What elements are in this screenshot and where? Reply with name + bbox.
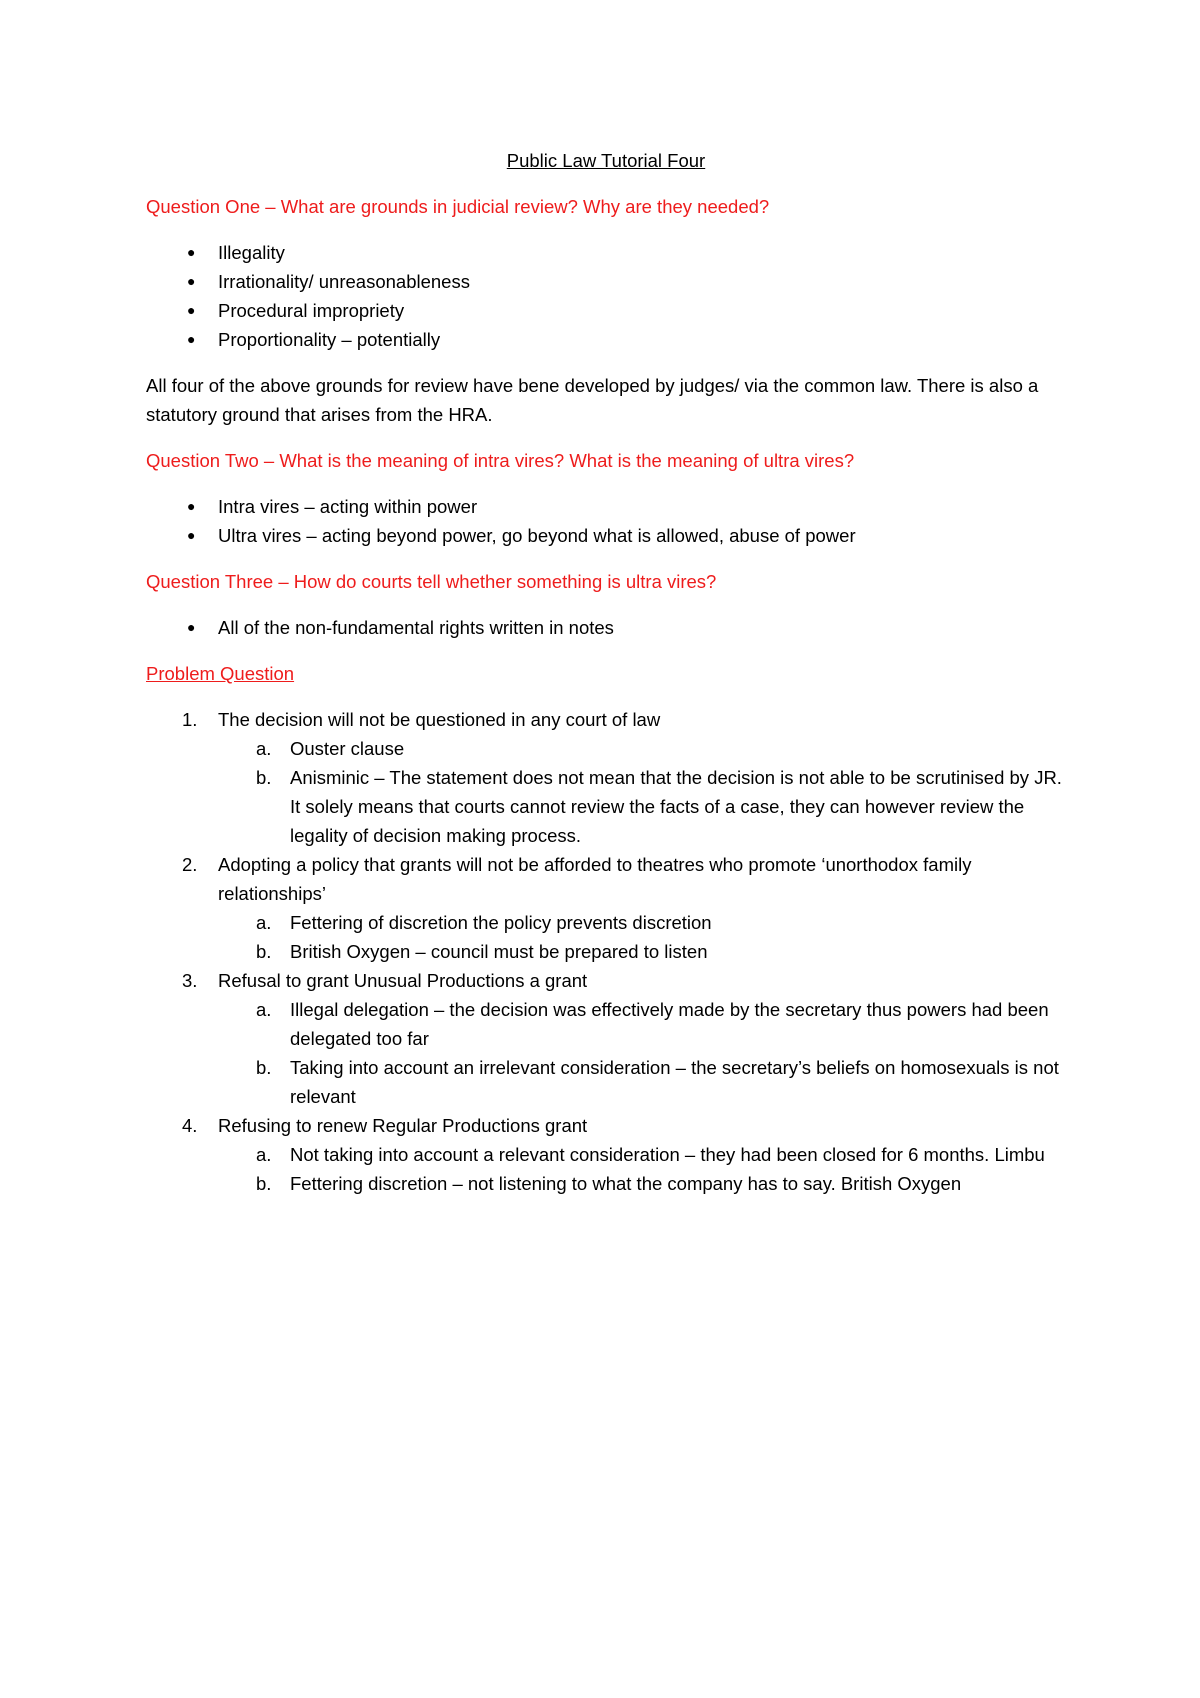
bullet-item — [146, 492, 1066, 521]
sub-item — [218, 1169, 1066, 1198]
list-number: 4. — [182, 1115, 198, 1136]
bullet-icon: ● — [187, 331, 196, 347]
bullet-text: Ultra vires – acting beyond power, go beyond what is allowed, abuse of power — [218, 525, 856, 546]
problem-sub-list — [218, 908, 1066, 966]
document-title: Public Law Tutorial Four — [506, 150, 706, 171]
problem-item-text: Adopting a policy that grants will not be afforded to theatres who promote ‘unorthodox family relationships’ — [218, 854, 972, 904]
problem-sub-list — [218, 995, 1066, 1111]
problem-sub-list — [218, 1140, 1066, 1198]
bullet-item — [146, 325, 1066, 354]
list-letter: a. — [256, 999, 272, 1020]
sub-item-text: Ouster clause — [290, 738, 405, 759]
sub-item — [218, 995, 1066, 1053]
sub-item-text: Taking into account an irrelevant consideration – the secretary’s beliefs on homosexuals is not relevant — [290, 1057, 1059, 1107]
question-three-heading: Question Three – How do courts tell whether something is ultra vires? — [146, 571, 717, 592]
bullet-text: Intra vires – acting within power — [218, 496, 478, 517]
problem-numbered-list — [146, 705, 1066, 1198]
bullet-icon: ● — [187, 302, 196, 318]
problem-sub-list — [218, 734, 1066, 850]
list-letter: a. — [256, 1144, 272, 1165]
problem-item-text: The decision will not be questioned in any court of law — [218, 709, 661, 730]
bullet-icon: ● — [187, 498, 196, 514]
sub-item-text: Illegal delegation – the decision was effectively made by the secretary thus powers had been delegated too far — [290, 999, 1049, 1049]
bullet-icon: ● — [187, 244, 196, 260]
problem-item — [146, 705, 1066, 850]
document-body — [146, 146, 1066, 1198]
list-letter: b. — [256, 1173, 272, 1194]
bullet-text: Proportionality – potentially — [218, 329, 441, 350]
sub-item — [218, 1053, 1066, 1111]
sub-item — [218, 1140, 1066, 1169]
question-one-bullet-list — [146, 238, 1066, 354]
question-two-bullet-list — [146, 492, 1066, 550]
bullet-text: Illegality — [218, 242, 285, 263]
bullet-item — [146, 267, 1066, 296]
question-one-paragraph: All four of the above grounds for review have bene developed by judges/ via the common law. There is also a statutory ground that arises from the HRA. — [146, 375, 1039, 425]
sub-item-text: Fettering discretion – not listening to what the company has to say. British Oxygen — [290, 1173, 962, 1194]
list-letter: b. — [256, 767, 272, 788]
sub-item — [218, 734, 1066, 763]
problem-item — [146, 850, 1066, 966]
problem-item — [146, 1111, 1066, 1198]
sub-item — [218, 937, 1066, 966]
problem-item — [146, 966, 1066, 1111]
bullet-item — [146, 296, 1066, 325]
bullet-icon: ● — [187, 527, 196, 543]
sub-item-text: British Oxygen – council must be prepared to listen — [290, 941, 708, 962]
problem-item-text: Refusing to renew Regular Productions grant — [218, 1115, 588, 1136]
question-two-heading: Question Two – What is the meaning of intra vires? What is the meaning of ultra vires? — [146, 450, 855, 471]
bullet-icon: ● — [187, 273, 196, 289]
question-one-heading: Question One – What are grounds in judicial review? Why are they needed? — [146, 196, 770, 217]
sub-item-text: Not taking into account a relevant consideration – they had been closed for 6 months. Limbu — [290, 1144, 1045, 1165]
list-letter: a. — [256, 912, 272, 933]
sub-item-text: Anisminic – The statement does not mean that the decision is not able to be scrutinised by JR. It solely means that courts cannot review the facts of a case, they can however review the legality of decision making process. — [290, 767, 1062, 846]
sub-item — [218, 763, 1066, 850]
sub-item-text: Fettering of discretion the policy prevents discretion — [290, 912, 712, 933]
question-three-bullet-list — [146, 613, 1066, 642]
bullet-item — [146, 521, 1066, 550]
bullet-text: Irrationality/ unreasonableness — [218, 271, 470, 292]
list-letter: a. — [256, 738, 272, 759]
problem-item-text: Refusal to grant Unusual Productions a grant — [218, 970, 588, 991]
list-number: 3. — [182, 970, 198, 991]
list-number: 1. — [182, 709, 198, 730]
list-letter: b. — [256, 941, 272, 962]
list-letter: b. — [256, 1057, 272, 1078]
bullet-item — [146, 238, 1066, 267]
sub-item — [218, 908, 1066, 937]
bullet-icon: ● — [187, 619, 196, 635]
bullet-item — [146, 613, 1066, 642]
bullet-text: Procedural impropriety — [218, 300, 405, 321]
list-number: 2. — [182, 854, 198, 875]
problem-question-heading: Problem Question — [146, 663, 295, 684]
bullet-text: All of the non-fundamental rights written in notes — [218, 617, 614, 638]
